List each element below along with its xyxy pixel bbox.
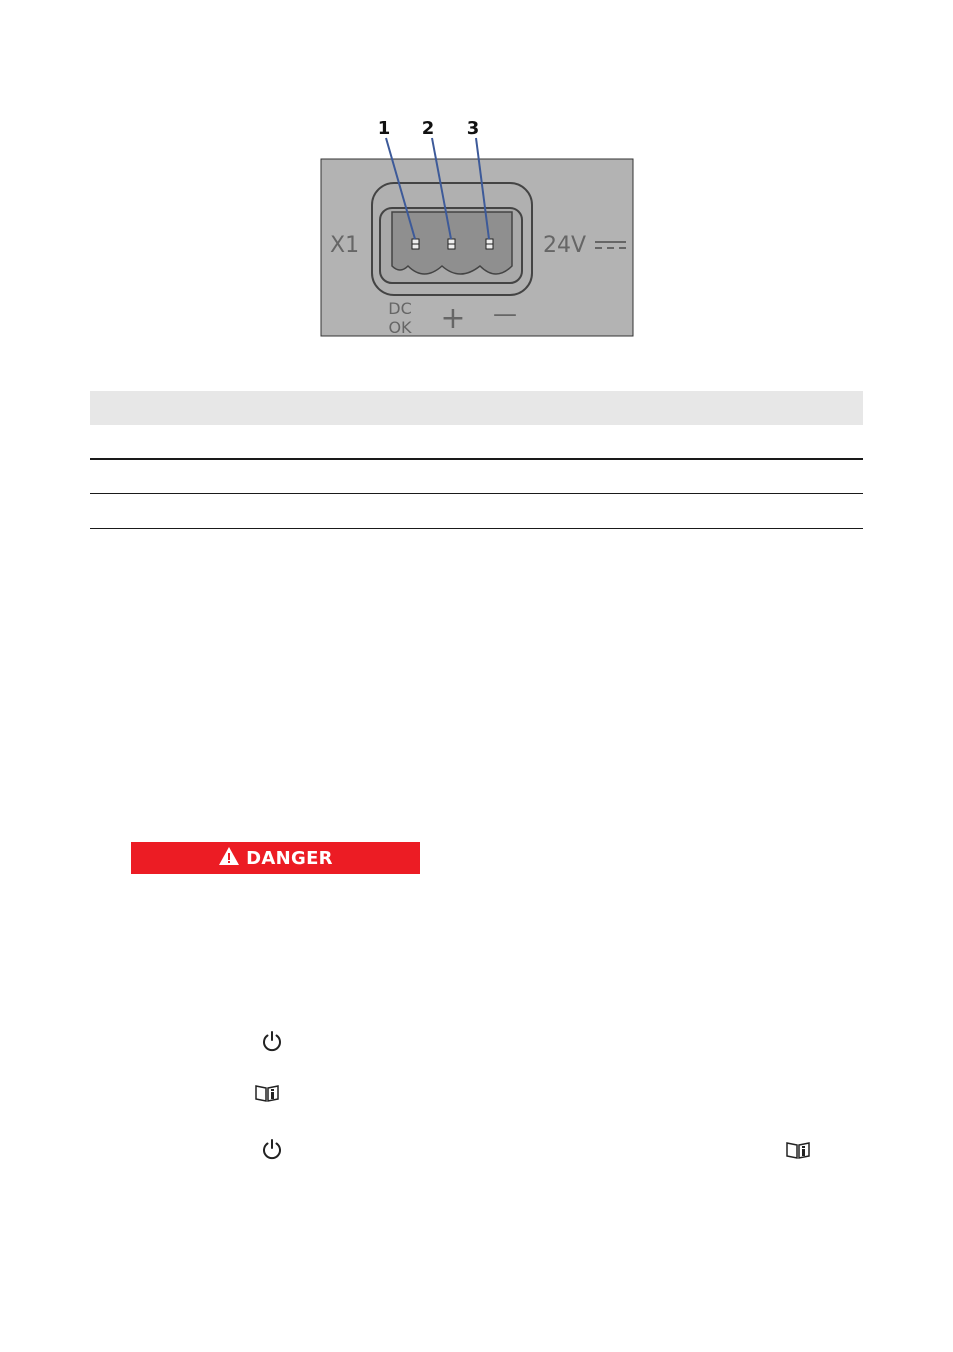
table-rule xyxy=(90,528,863,529)
pin-2 xyxy=(448,239,455,249)
manual-info-icon xyxy=(254,1083,280,1107)
danger-banner xyxy=(131,842,420,874)
pin-1 xyxy=(412,239,419,249)
connector-figure xyxy=(300,108,660,348)
callout-2: 2 xyxy=(421,118,435,139)
pin-3 xyxy=(486,239,493,249)
dc-label: DC xyxy=(388,299,412,318)
plus-label: + xyxy=(440,301,466,336)
x1-label: X1 xyxy=(330,233,360,258)
warning-triangle-icon xyxy=(218,846,240,870)
table-rule xyxy=(90,458,863,460)
callout-3: 3 xyxy=(466,118,480,139)
24v-label: 24V xyxy=(543,233,587,258)
table-rule xyxy=(90,493,863,494)
table-header-row xyxy=(90,391,863,425)
power-icon xyxy=(261,1030,283,1056)
callout-1: 1 xyxy=(377,118,391,139)
manual-info-icon xyxy=(785,1140,811,1164)
minus-label: — xyxy=(493,300,517,328)
danger-label: DANGER xyxy=(246,847,333,869)
ok-label: OK xyxy=(388,318,412,337)
power-icon xyxy=(261,1138,283,1164)
